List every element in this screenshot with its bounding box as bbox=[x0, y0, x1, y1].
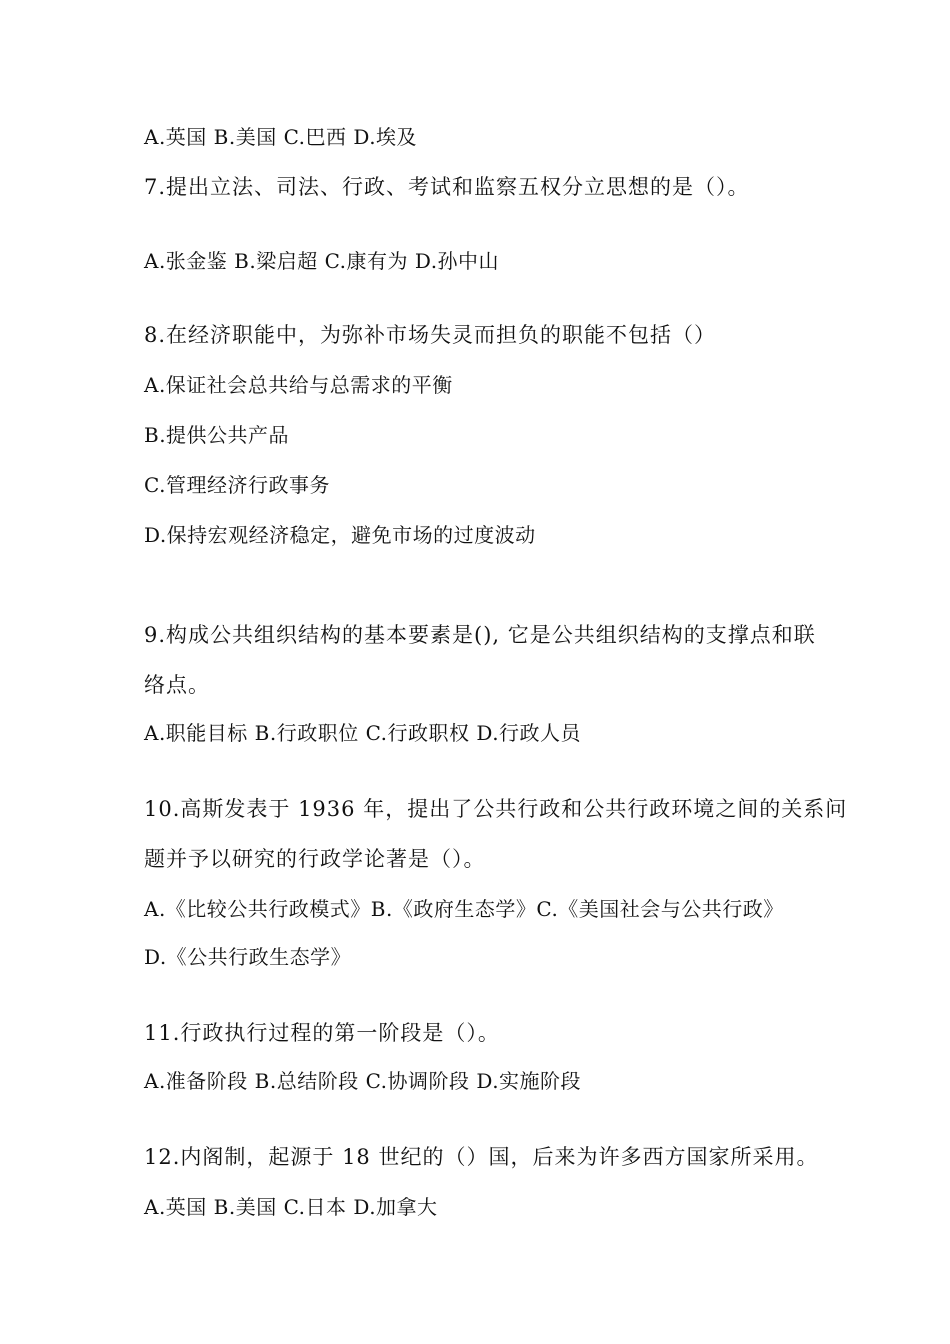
q8-option-c: C.管理经济行政事务 bbox=[144, 473, 330, 497]
q8-option-d: D.保持宏观经济稳定，避免市场的过度波动 bbox=[144, 523, 536, 547]
q9-options: A.职能目标 B.行政职位 C.行政职权 D.行政人员 bbox=[144, 721, 582, 745]
q10-stem-line1: 10.高斯发表于 1936 年，提出了公共行政和公共行政环境之间的关系问 bbox=[144, 797, 848, 821]
q10-options-line2: D.《公共行政生态学》 bbox=[144, 945, 352, 969]
q8-option-a: A.保证社会总共给与总需求的平衡 bbox=[144, 373, 453, 397]
q12-stem: 12.内阁制，起源于 18 世纪的（）国，后来为许多西方国家所采用。 bbox=[144, 1145, 819, 1169]
q10-options-line1: A.《比较公共行政模式》B.《政府生态学》C.《美国社会与公共行政》 bbox=[144, 897, 784, 921]
q8-option-b: B.提供公共产品 bbox=[144, 423, 290, 447]
q12-options: A.英国 B.美国 C.日本 D.加拿大 bbox=[144, 1195, 438, 1219]
q10-stem-line2: 题并予以研究的行政学论著是（）。 bbox=[144, 847, 486, 871]
q6-options: A.英国 B.美国 C.巴西 D.埃及 bbox=[144, 125, 418, 149]
q9-stem-line2: 络点。 bbox=[144, 673, 210, 697]
q8-stem: 8.在经济职能中，为弥补市场失灵而担负的职能不包括（） bbox=[144, 323, 717, 347]
q7-stem: 7.提出立法、司法、行政、考试和监察五权分立思想的是（）。 bbox=[144, 175, 750, 199]
q9-stem-line1: 9.构成公共组织结构的基本要素是(), 它是公共组织结构的支撑点和联 bbox=[144, 623, 816, 647]
q7-options: A.张金鉴 B.梁启超 C.康有为 D.孙中山 bbox=[144, 249, 500, 273]
q11-options: A.准备阶段 B.总结阶段 C.协调阶段 D.实施阶段 bbox=[144, 1069, 582, 1093]
q11-stem: 11.行政执行过程的第一阶段是（）。 bbox=[144, 1021, 500, 1045]
